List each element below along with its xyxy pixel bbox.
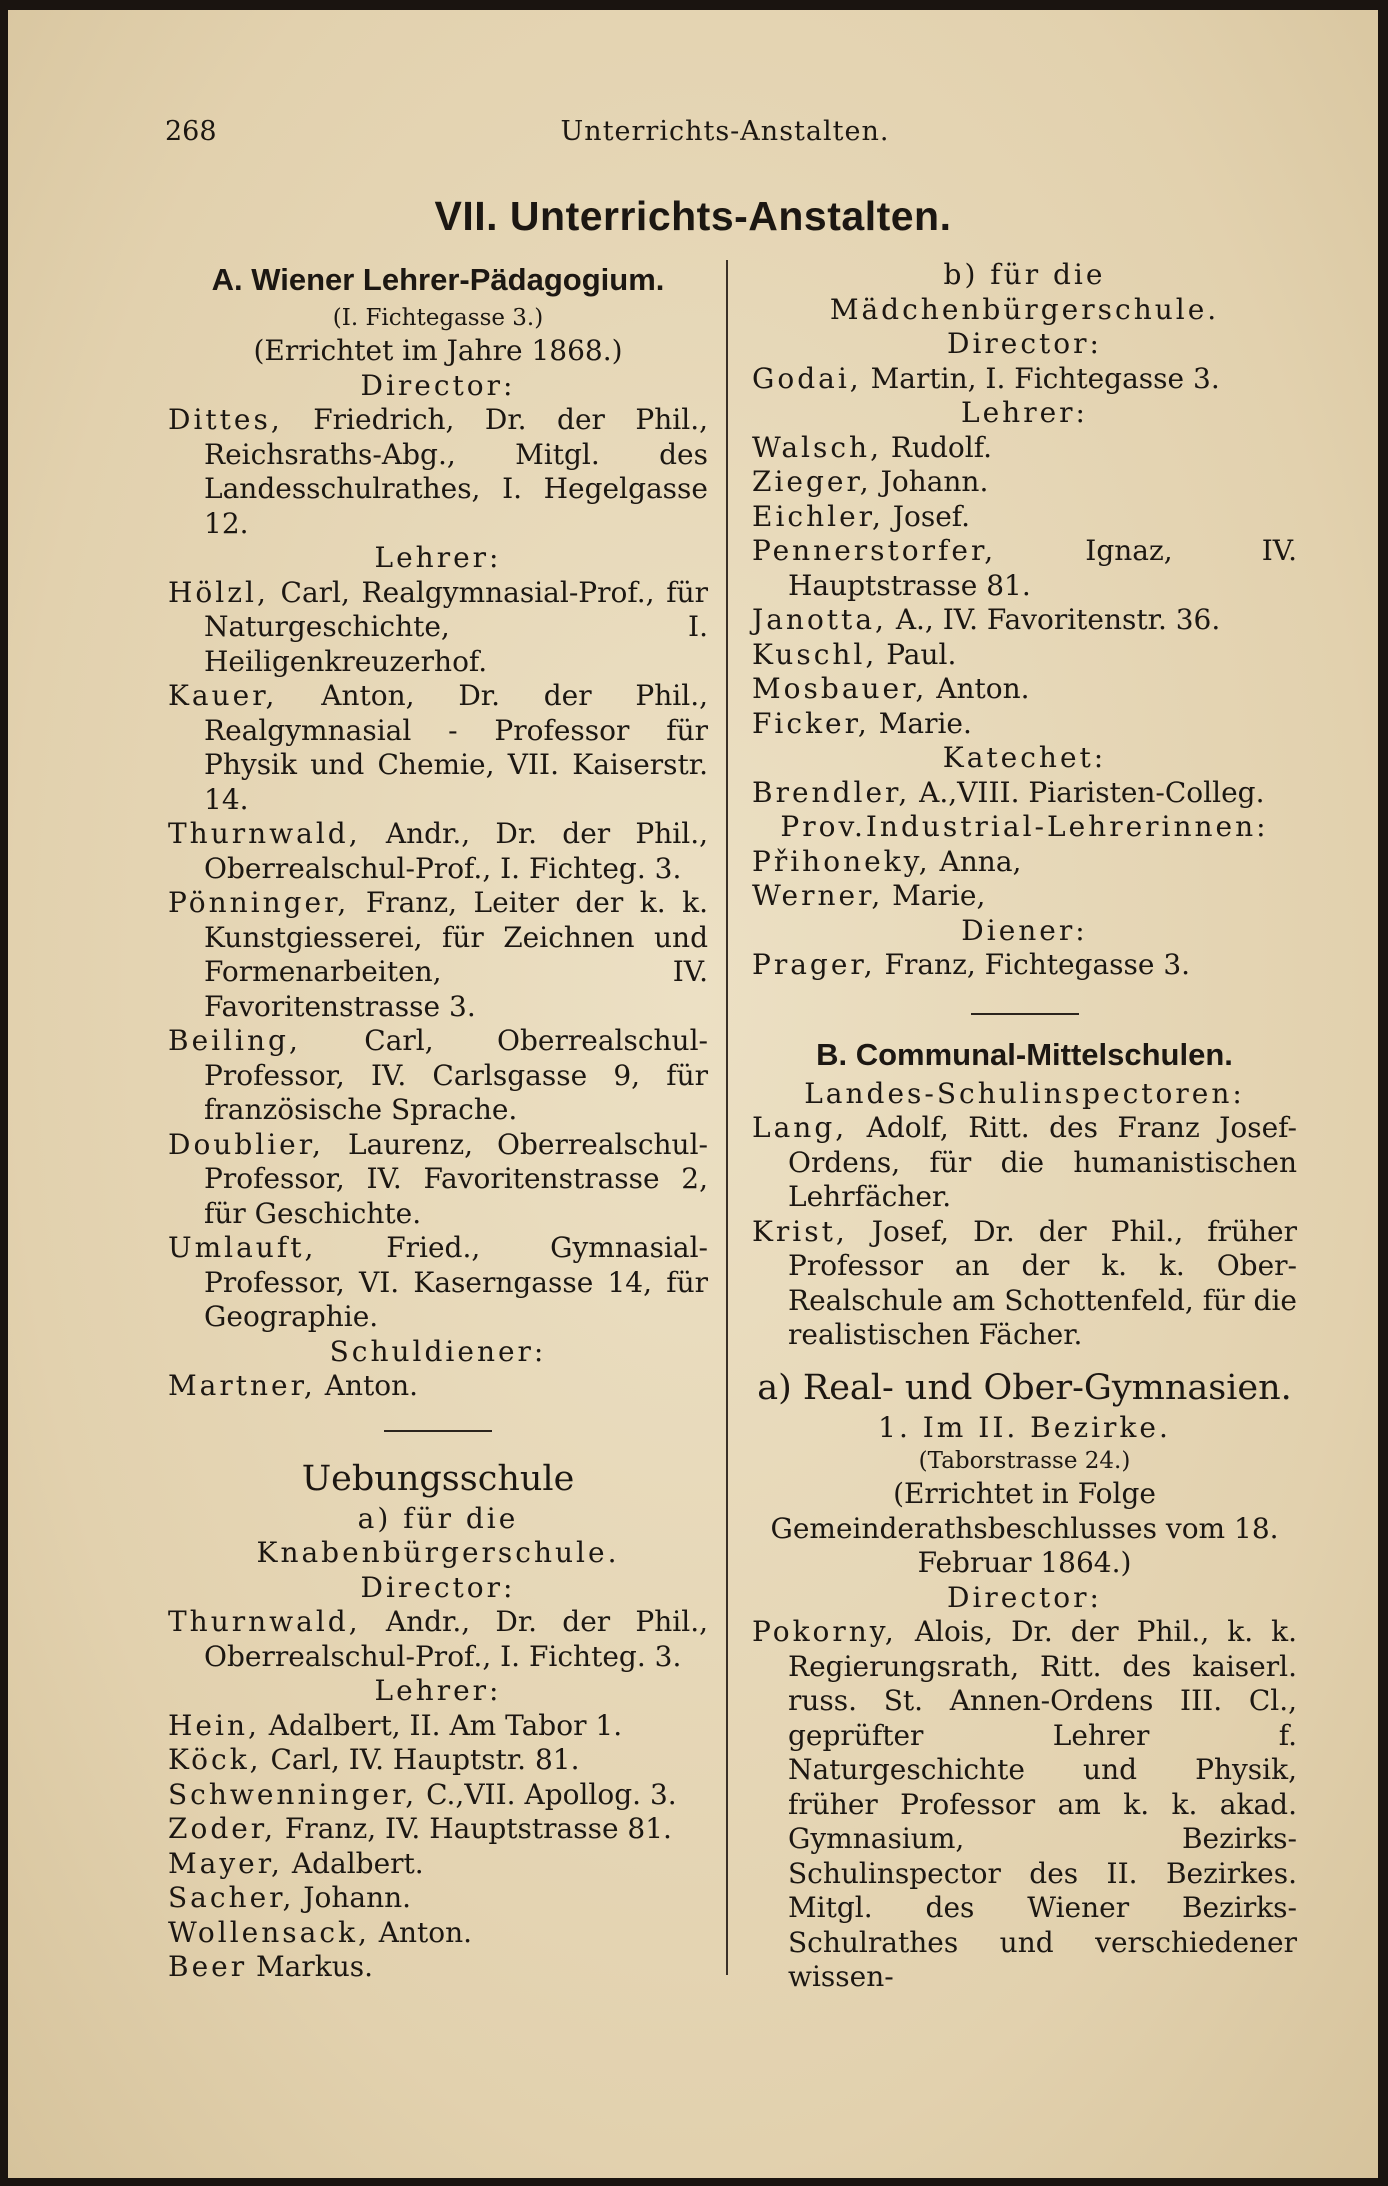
entry-text: Adalbert. [291, 1846, 424, 1880]
entry [752, 500, 1297, 535]
entry-text: Josef. [892, 499, 971, 533]
entry-text: Anton. [324, 1369, 419, 1402]
entry [168, 1231, 708, 1335]
entry [168, 1847, 708, 1882]
entry-name: Kauer, [168, 679, 278, 712]
entry-list [168, 1605, 708, 1674]
entry-list [752, 431, 1297, 742]
entry-name: Walsch, [752, 430, 882, 464]
teachers-label: Lehrer: [374, 541, 502, 574]
entry-name: Thurnwald, [168, 1605, 361, 1638]
gymnasien-heading: a) Real- und Ober-Gymnasien. [757, 1367, 1292, 1408]
entry-list [752, 362, 1297, 397]
teachers-label: Lehrer: [374, 1674, 502, 1707]
entry-text: Friedrich, Dr. der Phil., Reichsraths-Abg., Mitgl. des Landesschulrathes, I. Hegelgasse 12. [204, 403, 708, 540]
entry-text: Franz, IV. Hauptstrasse 81. [284, 1812, 672, 1845]
entry-text: Carl, IV. Hauptstr. 81. [270, 1743, 580, 1776]
entry-text: Fried., Gymnasial-Professor, VI. Kaserngasse 14, für Geographie. [204, 1231, 708, 1333]
entry-text: Martin, I. Fichtegasse 3. [870, 361, 1220, 395]
entry [752, 465, 1297, 500]
entry-name: Prager, [752, 948, 876, 981]
page-number: 268 [165, 116, 217, 147]
entry-name: Eichler, [752, 499, 884, 533]
entry-text: Anton. [378, 1915, 473, 1949]
entry-list [752, 776, 1297, 811]
entry-text: Anna, [939, 844, 1022, 878]
entry-list [168, 576, 708, 1335]
entry-text: Johann. [303, 1881, 412, 1914]
teachers-label: Lehrer: [961, 396, 1088, 429]
entry [752, 879, 1297, 914]
entry-name: Dittes, [168, 403, 283, 436]
entry-text: Andr., Dr. der Phil., Oberrealschul-Prof., I. Fichteg. 3. [204, 817, 708, 885]
entry-name: Hölzl, [168, 575, 269, 609]
entry-text: Paul. [886, 637, 957, 671]
director-label: Director: [360, 1570, 516, 1604]
entry-name: Ficker, [752, 706, 870, 740]
industrial-label: Prov.Industrial-Lehrerinnen: [780, 810, 1269, 843]
page-header [165, 116, 1285, 156]
entry-name: Beiling, [168, 1024, 301, 1057]
right-column [752, 258, 1297, 1995]
entry-list [752, 948, 1297, 983]
entry-list [752, 1111, 1297, 1353]
entry [168, 1369, 708, 1404]
entry-name: Mayer, [168, 1846, 283, 1880]
district-address: (Taborstrasse 24.) [918, 1448, 1131, 1474]
entry [168, 1709, 708, 1744]
entry-name: Krist, [752, 1214, 848, 1248]
entry-list [752, 1615, 1297, 1995]
entry-text: Adolf, Ritt. des Franz Josef-Ordens, für die humanistischen Lehrfächer. [788, 1111, 1297, 1213]
entry-name: Beer [168, 1950, 248, 1983]
entry-text: A., IV. Favoritenstr. 36. [895, 603, 1221, 636]
entry [752, 707, 1297, 742]
entry [752, 603, 1297, 638]
entry-text: C.,VII. Apollog. 3. [426, 1777, 677, 1811]
entry-name: Umlauft, [168, 1231, 317, 1264]
entry-name: Hein, [168, 1708, 260, 1742]
entry-name: Janotta, [752, 603, 887, 636]
entry-text: Franz, Leiter der k. k. Kunstgiesserei, für Zeichnen und Formenarbeiten, IV. Favoritenstrasse 3. [204, 886, 709, 1023]
entry-text: Laurenz, Oberrealschul-Professor, IV. Favoritenstrasse 2, für Geschichte. [204, 1127, 708, 1230]
entry-text: Marie, [892, 879, 986, 912]
entry [168, 1128, 708, 1232]
entry-name: Wollensack, [168, 1915, 370, 1949]
entry-text: Adalbert, II. Am Tabor 1. [268, 1708, 623, 1742]
entry [168, 1778, 708, 1813]
inspectors-label: Landes-Schulinspectoren: [804, 1076, 1245, 1110]
entry-name: Přihoneky, [752, 844, 931, 878]
book-page [8, 10, 1378, 2178]
entry [752, 948, 1297, 983]
entry-text: Ignaz, IV. Hauptstrasse 81. [788, 534, 1297, 602]
entry-name: Zoder, [168, 1812, 277, 1845]
catechist-label: Katechet: [942, 741, 1107, 774]
section-a-heading: A. Wiener Lehrer-Pädagogium. [211, 262, 665, 297]
entry-text: A.,VIII. Piaristen-Colleg. [919, 775, 1265, 809]
entry [752, 845, 1297, 880]
entry [752, 776, 1297, 811]
entry-name: Thurnwald, [168, 817, 361, 850]
entry-text: Johann. [880, 465, 989, 498]
entry [168, 403, 708, 541]
entry [168, 576, 708, 680]
entry-name: Werner, [752, 879, 884, 912]
uebungsschule-heading: Uebungsschule [301, 1458, 575, 1499]
entry [168, 1881, 708, 1916]
entry-text: Alois, Dr. der Phil., k. k. Regierungsrath, Ritt. des kaiserl. russ. St. Annen-Ordens III. Cl., geprüfter Lehrer f. Naturgeschichte und Physik, früher Professor am k. k. akad. Gymnasium, Bezirks-Schulinspector des II. Bezirkes. Mitgl. des Wiener Bezirks-Schulrathes und verschiedener wissen- [788, 1615, 1297, 1993]
entry-text: Carl, Oberrealschul-Professor, IV. Carlsgasse 9, für französische Sprache. [204, 1024, 709, 1126]
entry [752, 362, 1297, 397]
entry [168, 817, 708, 886]
entry-text: Carl, Realgymnasial-Prof., für Naturgeschichte, I. Heiligenkreuzerhof. [204, 575, 708, 678]
entry-name: Brendler, [752, 775, 911, 809]
entry-name: Doublier, [168, 1127, 324, 1161]
entry-name: Pennerstorfer, [752, 534, 997, 567]
entry-list [752, 845, 1297, 914]
entry [168, 679, 708, 817]
entry [168, 1950, 708, 1985]
entry-text: Anton. [936, 672, 1030, 705]
left-column [168, 258, 708, 1985]
entry-name: Mosbauer, [752, 672, 928, 705]
entry [168, 1916, 708, 1951]
entry-text: Josef, Dr. der Phil., früher Professor an der k. k. Ober-Realschule am Schottenfeld, für die realistischen Fächer. [788, 1214, 1298, 1351]
entry-name: Pokorny, [752, 1615, 897, 1648]
entry [168, 1605, 708, 1674]
entry-list [168, 1369, 708, 1404]
entry-list [168, 403, 708, 541]
district-heading: 1. Im II. Bezirke. [878, 1410, 1171, 1444]
entry-text: Franz, Fichtegasse 3. [884, 948, 1191, 981]
uebungsschule-sub-a: a) für die Knabenbürgerschule. [256, 1501, 620, 1569]
entry [168, 1812, 708, 1847]
entry-name: Zieger, [752, 465, 872, 498]
entry [752, 1111, 1297, 1215]
entry-name: Martner, [168, 1369, 316, 1402]
uebungsschule-sub-b: b) für die Mädchenbürgerschule. [829, 258, 1220, 326]
entry-name: Kuschl, [752, 637, 878, 671]
entry [752, 431, 1297, 466]
running-title: Unterrichts-Anstalten. [560, 116, 890, 147]
chapter-title: VII. Unterrichts-Anstalten. [434, 193, 952, 239]
entry [168, 1024, 708, 1128]
entry [752, 638, 1297, 673]
entry [168, 1743, 708, 1778]
servant-label: Diener: [961, 913, 1088, 947]
entry-name: Pönninger, [168, 886, 350, 919]
entry-list [168, 1709, 708, 1985]
section-b-heading: B. Communal-Mittelschulen. [816, 1036, 1233, 1072]
director-label: Director: [947, 327, 1102, 360]
entry-text: Marie. [878, 706, 972, 740]
director-label: Director: [360, 368, 516, 402]
entry [752, 1615, 1297, 1995]
entry [168, 886, 708, 1024]
entry-text: Andr., Dr. der Phil., Oberrealschul-Prof., I. Fichteg. 3. [204, 1605, 708, 1673]
entry-text: Rudolf. [890, 430, 993, 464]
entry [752, 672, 1297, 707]
entry-name: Köck, [168, 1743, 262, 1776]
director-label: Director: [947, 1580, 1102, 1614]
section-a-founded: (Errichtet im Jahre 1868.) [253, 334, 623, 367]
entry-name: Godai, [752, 361, 862, 395]
district-founded: (Errichtet in Folge Gemeinderathsbeschlusses vom 18. Februar 1864.) [770, 1477, 1279, 1579]
entry-text: Anton, Dr. der Phil., Realgymnasial - Professor für Physik und Chemie, VII. Kaiserstr. 14. [204, 679, 709, 816]
servant-label: Schuldiener: [329, 1334, 547, 1368]
entry-name: Lang, [752, 1111, 848, 1144]
entry-text: Markus. [256, 1950, 374, 1983]
entry [752, 534, 1297, 603]
entry-name: Schwenninger, [168, 1777, 418, 1811]
section-a-address: (I. Fichtegasse 3.) [332, 305, 544, 331]
entry-name: Sacher, [168, 1881, 295, 1914]
entry [752, 1215, 1297, 1353]
column-divider [726, 260, 728, 1975]
